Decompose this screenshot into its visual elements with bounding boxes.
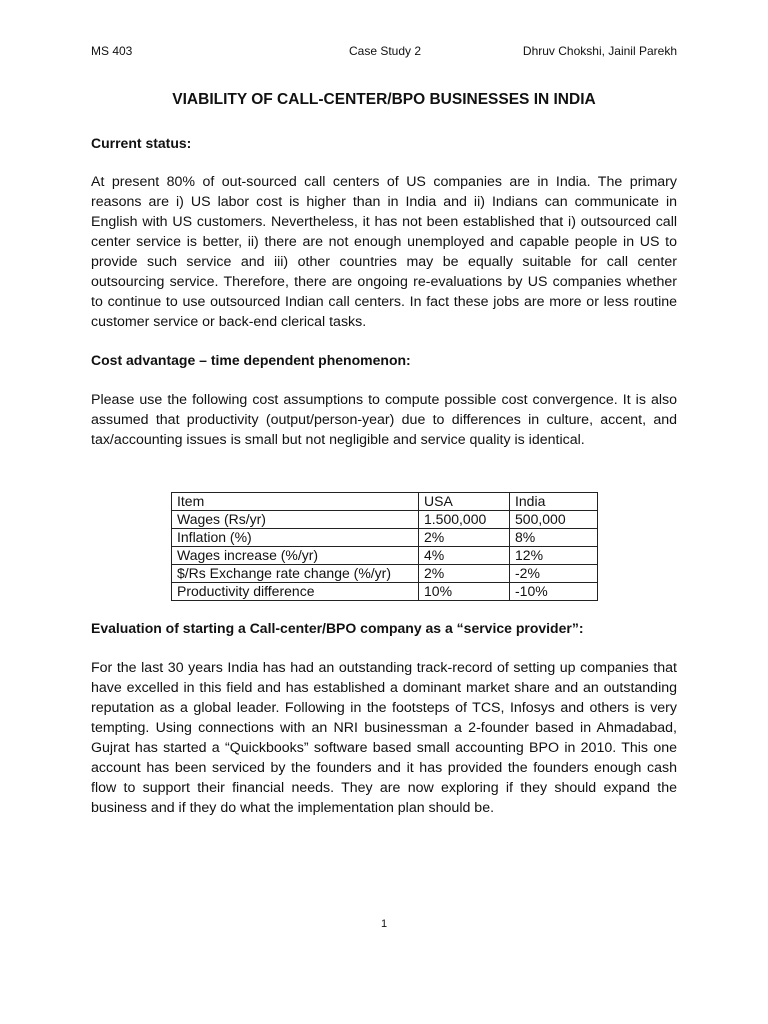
table-cell: 2% bbox=[419, 529, 510, 547]
course-code: MS 403 bbox=[91, 44, 133, 58]
table-cell: 12% bbox=[510, 547, 598, 565]
table-cell: 4% bbox=[419, 547, 510, 565]
current-status-paragraph: At present 80% of out-sourced call centers of US companies are in India. The primary reasons are i) US labor cost is higher than in India and ii) Indians can communicate in English with US customers. Nevertheless, it has not been established that i) outsourced call center service is better, ii) there are not enough unemployed and capable people in US to provide such service and iii) other countries may be equally suitable for call center outsourcing service. Therefore, there are ongoing re-evaluations by US companies whether to continue to use outsourced Indian call centers. In fact these jobs are more or less routine customer service or back-end clerical tasks. bbox=[91, 174, 677, 330]
table-header-cell: India bbox=[510, 493, 598, 511]
table-cell: Wages (Rs/yr) bbox=[172, 511, 419, 529]
table-cell: Wages increase (%/yr) bbox=[172, 547, 419, 565]
table-cell: Inflation (%) bbox=[172, 529, 419, 547]
document-title: VIABILITY OF CALL-CENTER/BPO BUSINESSES IN INDIA bbox=[172, 91, 596, 108]
table-header-cell: USA bbox=[419, 493, 510, 511]
cost-assumptions-table bbox=[171, 492, 598, 601]
table-cell: -10% bbox=[510, 583, 598, 601]
table-cell: 500,000 bbox=[510, 511, 598, 529]
table-cell: 8% bbox=[510, 529, 598, 547]
current-status-heading: Current status: bbox=[91, 135, 192, 151]
table-row bbox=[172, 511, 598, 529]
table-row bbox=[172, 565, 598, 583]
table-cell: -2% bbox=[510, 565, 598, 583]
cost-advantage-heading: Cost advantage – time dependent phenomenon: bbox=[91, 352, 411, 368]
page-number: 1 bbox=[380, 918, 388, 930]
table-cell: 1.500,000 bbox=[419, 511, 510, 529]
table-row bbox=[172, 547, 598, 565]
table-header-row bbox=[172, 493, 598, 511]
evaluation-paragraph: For the last 30 years India has had an outstanding track-record of setting up companies that have excelled in this field and has established a dominant market share and an outstanding reputation as a global leader. Following in the footsteps of TCS, Infosys and others is very tempting. Using connections with an NRI businessman a 2-founder based in Ahmadabad, Gujrat has started a “Quickbooks” software based small accounting BPO in 2010. This one account has been serviced by the founders and it has provided the founders enough cash flow to support their financial needs. They are now exploring if they should expand the business and if they do what the implementation plan should be. bbox=[91, 660, 677, 816]
table-cell: $/Rs Exchange rate change (%/yr) bbox=[172, 565, 419, 583]
page-header bbox=[91, 44, 677, 62]
table-cell: 10% bbox=[419, 583, 510, 601]
table-row bbox=[172, 529, 598, 547]
case-study-label: Case Study 2 bbox=[349, 44, 422, 58]
table-cell: Productivity difference bbox=[172, 583, 419, 601]
evaluation-heading: Evaluation of starting a Call-center/BPO company as a “service provider”: bbox=[91, 620, 584, 636]
table-row bbox=[172, 583, 598, 601]
cost-advantage-paragraph: Please use the following cost assumptions to compute possible cost convergence. It is also assumed that productivity (output/person-year) due to differences in culture, accent, and tax/accounting issues is small but not negligible and service quality is identical. bbox=[91, 392, 677, 448]
table-header-cell: Item bbox=[172, 493, 419, 511]
table-cell: 2% bbox=[419, 565, 510, 583]
authors: Dhruv Chokshi, Jainil Parekh bbox=[522, 44, 677, 58]
